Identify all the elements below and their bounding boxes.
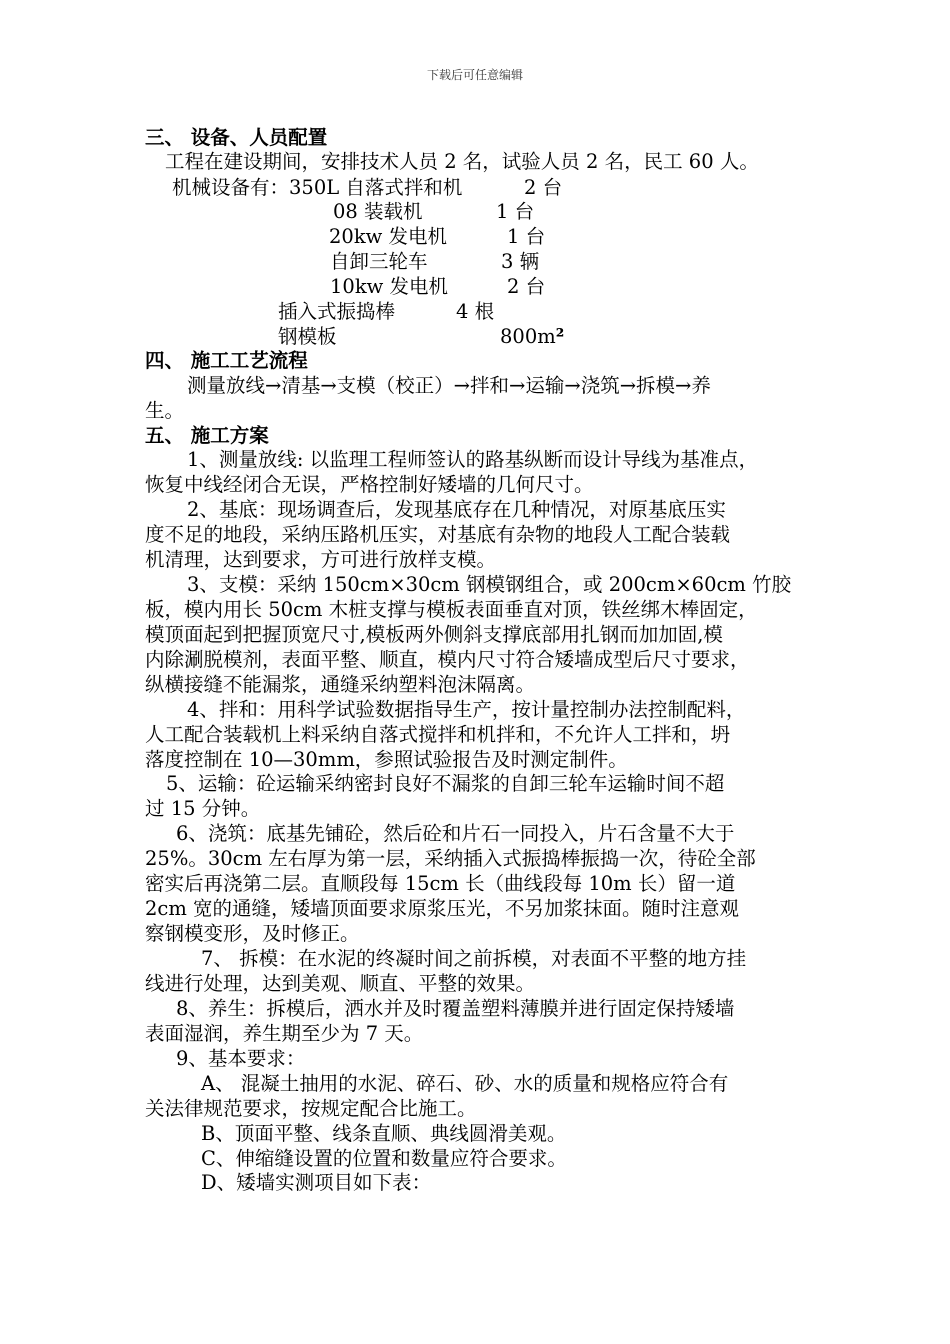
paragraph: 生。: [145, 399, 185, 422]
equipment-name: 插入式振捣棒: [278, 300, 396, 323]
text-line: 恢复中线经闭合无误，严格控制好矮墙的几何尺寸。: [145, 473, 594, 496]
text-line: B、顶面平整、线条直顺、典线圆滑美观。: [201, 1122, 567, 1145]
text-line: 模顶面起到把握顶宽尺寸,模板两外侧斜支撑底部用扎钢而加加固,模: [145, 623, 723, 646]
equipment-qty: 800m²: [500, 325, 565, 348]
equipment-qty: 1 台: [496, 200, 535, 223]
text-line: 4、拌和：用科学试验数据指导生产，按计量控制办法控制配料，: [187, 698, 746, 721]
section-3-title: 三、 设备、人员配置: [145, 126, 328, 149]
text-line: 2cm 宽的通缝，矮墙顶面要求原浆压光，不另加浆抹面。随时注意观: [145, 897, 740, 920]
equipment-name: 钢模板: [278, 325, 337, 348]
text-line: 8、养生：拆模后，洒水并及时覆盖塑料薄膜并进行固定保持矮墙: [176, 997, 735, 1020]
section-4-title: 四、 施工工艺流程: [145, 349, 308, 372]
text-line: 6、浇筑：底基先铺砼，然后砼和片石一同投入，片石含量不大于: [176, 822, 735, 845]
text-line: 5、运输：砼运输采纳密封良好不漏浆的自卸三轮车运输时间不超: [166, 772, 725, 795]
text-line: 1、测量放线: 以监理工程师签认的路基纵断而设计导线为基准点，: [187, 448, 759, 471]
text-line: 9、基本要求：: [176, 1047, 306, 1070]
text-line: 25%。30cm 左右厚为第一层，采纳插入式振捣棒振捣一次，待砼全部: [145, 847, 756, 870]
equipment-qty: 2 台: [524, 176, 563, 199]
text-line: 内除涮脱模剂，表面平整、顺直，模内尺寸符合矮墙成型后尺寸要求，: [145, 648, 750, 671]
section-5-title: 五、 施工方案: [145, 424, 269, 447]
equipment-qty: 4 根: [456, 300, 495, 323]
text-line: 3、支模：采纳 150cm×30cm 钢模钢组合，或 200cm×60cm 竹胶: [187, 573, 792, 596]
text-line: 密实后再浇第二层。直顺段每 15cm 长（曲线段每 10m 长）留一道: [145, 872, 736, 895]
text-line: 过 15 分钟。: [145, 797, 261, 820]
page-header: 下载后可任意编辑: [426, 68, 523, 82]
text-line: 机清理，达到要求，方可进行放样支模。: [145, 548, 497, 571]
text-line: 落度控制在 10—30mm，参照试验报告及时测定制件。: [145, 748, 628, 771]
text-line: 板，模内用长 50cm 木桩支撑与模板表面垂直对顶，铁丝绑木棒固定，: [145, 598, 758, 621]
equipment-name: 10kw 发电机: [330, 275, 449, 298]
text-line: 察钢模变形，及时修正。: [145, 922, 360, 945]
equipment-qty: 2 台: [507, 275, 546, 298]
paragraph: 测量放线→清基→支模（校正）→拌和→运输→浇筑→拆模→养: [187, 374, 711, 397]
equipment-name: 20kw 发电机: [329, 225, 448, 248]
equipment-intro: 机械设备有：350L 自落式拌和机: [172, 176, 463, 199]
text-line: 表面湿润，养生期至少为 7 天。: [145, 1022, 424, 1045]
equipment-qty: 3 辆: [501, 250, 540, 273]
text-line: A、 混凝土抽用的水泥、碎石、砂、水的质量和规格应符合有: [201, 1072, 729, 1095]
text-line: 关法律规范要求，按规定配合比施工。: [145, 1097, 477, 1120]
equipment-name: 自卸三轮车: [330, 250, 428, 273]
text-line: 纵横接缝不能漏浆，通缝采纳塑料泡沫隔离。: [145, 673, 536, 696]
text-line: 人工配合装载机上料采纳自落式搅拌和机拌和，不允许人工拌和，坍: [145, 723, 731, 746]
text-line: 2、基底：现场调查后，发现基底存在几种情况，对原基底压实: [187, 498, 726, 521]
equipment-name: 08 装载机: [333, 200, 423, 223]
paragraph: 工程在建设期间，安排技术人员 2 名，试验人员 2 名，民工 60 人。: [165, 150, 759, 173]
text-line: 7、 拆模：在水泥的终凝时间之前拆模，对表面不平整的地方挂: [201, 947, 747, 970]
equipment-qty: 1 台: [507, 225, 546, 248]
text-line: 线进行处理，达到美观、顺直、平整的效果。: [145, 972, 536, 995]
text-line: C、伸缩缝设置的位置和数量应符合要求。: [201, 1147, 567, 1170]
text-line: 度不足的地段，采纳压路机压实，对基底有杂物的地段人工配合装载: [145, 523, 731, 546]
text-line: D、矮墙实测项目如下表：: [201, 1171, 432, 1194]
square-mark: ²: [555, 325, 565, 348]
